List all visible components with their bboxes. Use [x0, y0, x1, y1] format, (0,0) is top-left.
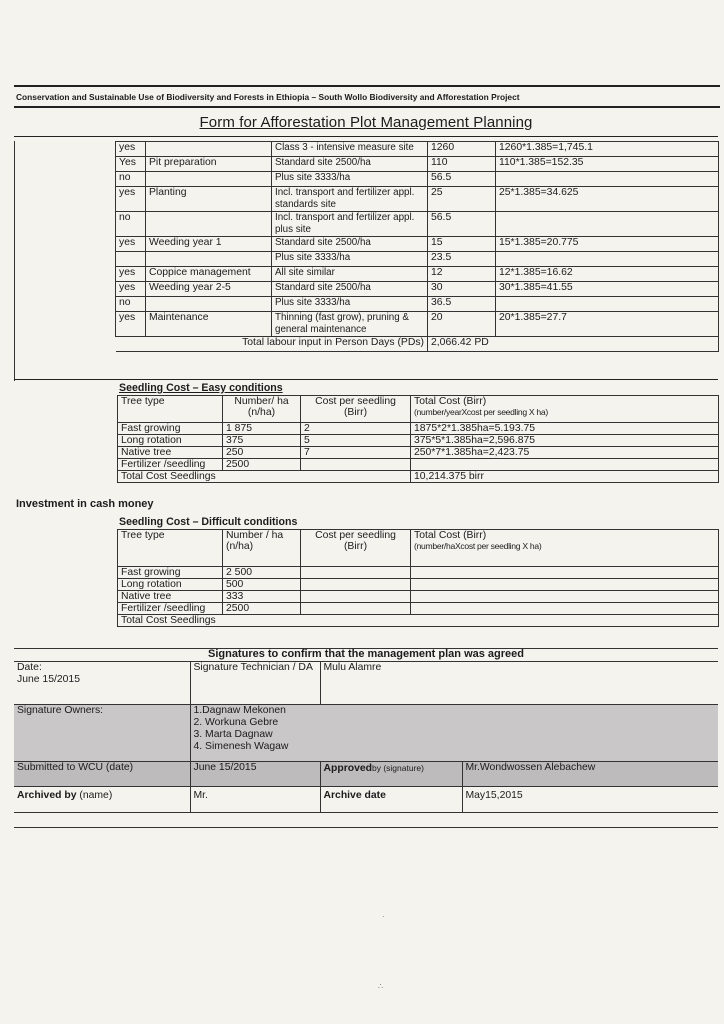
approved-label: Approved: [323, 763, 372, 774]
difficult-cell: [301, 579, 411, 591]
labour-cell: Plus site 3333/ha: [272, 172, 428, 187]
difficult-cell: [411, 579, 719, 591]
scan-marks: ∴: [378, 982, 384, 991]
labour-cell: Standard site 2500/ha: [272, 157, 428, 172]
labour-row: [116, 312, 719, 337]
labour-cell: yes: [116, 312, 146, 337]
labour-cell: 56.5: [428, 212, 496, 237]
labour-cell: [146, 212, 272, 237]
labour-cell: 30: [428, 282, 496, 297]
easy-total-value: 10,214.375 birr: [411, 471, 719, 483]
difficult-cost-table: [117, 529, 719, 627]
labour-cell: yes: [116, 237, 146, 252]
labour-cell: no: [116, 172, 146, 187]
approved-cell: [320, 762, 462, 787]
labour-cell: 30*1.385=41.55: [496, 282, 719, 297]
technician-name: Mulu Alamre: [320, 662, 718, 705]
difficult-cell: 333: [223, 591, 301, 603]
archived-name-note: (name): [79, 790, 113, 801]
difficult-cell: 500: [223, 579, 301, 591]
labour-cell: 12: [428, 267, 496, 282]
difficult-cell: [301, 603, 411, 615]
difficult-row: [118, 591, 719, 603]
easy-conditions-title: Seedling Cost – Easy conditions: [119, 382, 283, 394]
labour-cell: Standard site 2500/ha: [272, 237, 428, 252]
owner-2: 2. Workuna Gebre: [193, 717, 279, 728]
labour-cell: yes: [116, 282, 146, 297]
easy-cell: 2500: [223, 459, 301, 471]
project-header: Conservation and Sustainable Use of Biodiversity and Forests in Ethiopia – South Wollo Biodiversity and Afforestation Project: [14, 85, 720, 108]
easy-row: [118, 459, 719, 471]
difficult-cell: [411, 603, 719, 615]
labour-cell: Thinning (fast grow), pruning & general maintenance: [272, 312, 428, 337]
easy-header-total: [411, 396, 719, 423]
easy-cell: 5: [301, 435, 411, 447]
easy-header-formula: (number/yearXcost per seedling X ha): [414, 407, 548, 417]
owner-1: 1.Dagnaw Mekonen: [193, 705, 286, 716]
labour-total-label: Total labour input in Person Days (PDs): [116, 337, 428, 352]
difficult-cell: Fast growing: [118, 567, 223, 579]
easy-total-label: Total Cost Seedlings: [118, 471, 411, 483]
owner-3: 3. Marta Dagnaw: [193, 729, 273, 740]
labour-cell: Incl. transport and fertilizer appl. standards site: [272, 187, 428, 212]
approved-by-note: by (signature): [372, 763, 424, 773]
labour-cell: 25*1.385=34.625: [496, 187, 719, 212]
labour-row: [116, 297, 719, 312]
archived-value: Mr.: [190, 787, 320, 813]
labour-cell: [496, 252, 719, 267]
labour-cell: 12*1.385=16.62: [496, 267, 719, 282]
easy-header-total-label: Total Cost (Birr): [414, 396, 487, 407]
difficult-header-total: [411, 530, 719, 567]
labour-cell: Pit preparation: [146, 157, 272, 172]
labour-cell: Planting: [146, 187, 272, 212]
labour-cell: yes: [116, 142, 146, 157]
submitted-label: Submitted to WCU (date): [14, 762, 190, 787]
easy-cell: Fertilizer /seedling: [118, 459, 223, 471]
labour-cell: Class 3 - intensive measure site: [272, 142, 428, 157]
easy-cell: 7: [301, 447, 411, 459]
easy-cell: 1 875: [223, 423, 301, 435]
difficult-cell: [301, 567, 411, 579]
sig-row-archived: [14, 787, 718, 813]
labour-cell: Plus site 3333/ha: [272, 252, 428, 267]
technician-label: Signature Technician / DA: [190, 662, 320, 705]
labour-cell: [146, 297, 272, 312]
difficult-row: [118, 603, 719, 615]
labour-row: [116, 212, 719, 237]
difficult-header-cost: Cost per seedling (Birr): [301, 530, 411, 567]
difficult-row: [118, 579, 719, 591]
labour-cell: 110: [428, 157, 496, 172]
easy-cell: Long rotation: [118, 435, 223, 447]
submitted-value: June 15/2015: [190, 762, 320, 787]
labour-cell: 15: [428, 237, 496, 252]
labour-cell: 20: [428, 312, 496, 337]
labour-left-column: [14, 141, 116, 381]
labour-cell: 36.5: [428, 297, 496, 312]
labour-cell: [496, 172, 719, 187]
labour-row: [116, 252, 719, 267]
labour-cell: 1260: [428, 142, 496, 157]
labour-cell: 56.5: [428, 172, 496, 187]
labour-cell: 20*1.385=27.7: [496, 312, 719, 337]
sig-row-owners: [14, 705, 718, 762]
labour-cell: Standard site 2500/ha: [272, 282, 428, 297]
bottom-rule: [14, 827, 718, 828]
sig-row-submitted: [14, 762, 718, 787]
archived-cell: [14, 787, 190, 813]
labour-cell: [146, 172, 272, 187]
owners-label: Signature Owners:: [14, 705, 190, 762]
date-label: Date:: [17, 662, 42, 673]
labour-cell: Weeding year 2-5: [146, 282, 272, 297]
easy-row: [118, 447, 719, 459]
date-value: June 15/2015: [17, 674, 80, 685]
difficult-header-tree-type: Tree type: [118, 530, 223, 567]
difficult-cell: [411, 567, 719, 579]
investment-label: Investment in cash money: [16, 498, 154, 510]
labour-cell: 25: [428, 187, 496, 212]
difficult-conditions-title: Seedling Cost – Difficult conditions: [119, 516, 298, 528]
labour-cell: [116, 252, 146, 267]
labour-total-row: [116, 337, 719, 352]
easy-cost-table: [117, 395, 719, 483]
easy-cell: 375*5*1.385ha=2,596.875: [411, 435, 719, 447]
difficult-total-label: Total Cost Seedlings: [118, 615, 719, 627]
labour-cell: Plus site 3333/ha: [272, 297, 428, 312]
signatures-title: Signatures to confirm that the management plan was agreed: [207, 648, 524, 660]
difficult-header-formula: (number/haXcost per seedling X ha): [414, 541, 542, 551]
easy-row: [118, 423, 719, 435]
labour-cell: 23.5: [428, 252, 496, 267]
difficult-cell: Fertilizer /seedling: [118, 603, 223, 615]
easy-cell: [301, 459, 411, 471]
difficult-header-total-label: Total Cost (Birr): [414, 530, 487, 541]
difficult-cell: [301, 591, 411, 603]
labour-cell: Yes: [116, 157, 146, 172]
labour-cell: Weeding year 1: [146, 237, 272, 252]
easy-header-cost: Cost per seedling (Birr): [301, 396, 411, 423]
labour-row: [116, 142, 719, 157]
easy-cell: 1875*2*1.385ha=5.193.75: [411, 423, 719, 435]
easy-total-row: [118, 471, 719, 483]
approved-value: Mr.Wondwossen Alebachew: [462, 762, 718, 787]
difficult-row: [118, 567, 719, 579]
labour-cell: yes: [116, 187, 146, 212]
easy-cell: Fast growing: [118, 423, 223, 435]
labour-row: [116, 282, 719, 297]
investment-section: [14, 379, 718, 649]
labour-cell: Maintenance: [146, 312, 272, 337]
difficult-cell: Native tree: [118, 591, 223, 603]
archived-label: Archived by: [17, 790, 77, 801]
easy-cell: Native tree: [118, 447, 223, 459]
date-cell: [14, 662, 190, 705]
difficult-cell: 2500: [223, 603, 301, 615]
labour-row: [116, 172, 719, 187]
easy-row: [118, 435, 719, 447]
difficult-cell: Long rotation: [118, 579, 223, 591]
owners-list: [190, 705, 718, 762]
labour-row: [116, 237, 719, 252]
difficult-header-number: Number / ha (n/ha): [223, 530, 301, 567]
difficult-header-row: [118, 530, 719, 567]
labour-cell: Incl. transport and fertilizer appl. plus site: [272, 212, 428, 237]
labour-cell: [146, 142, 272, 157]
owner-4: 4. Simenesh Wagaw: [193, 741, 289, 752]
labour-total-value: 2,066.42 PD: [428, 337, 719, 352]
easy-header-row: [118, 396, 719, 423]
labour-cell: 15*1.385=20.775: [496, 237, 719, 252]
labour-row: [116, 187, 719, 212]
labour-cell: All site similar: [272, 267, 428, 282]
difficult-cell: 2 500: [223, 567, 301, 579]
labour-cell: Coppice management: [146, 267, 272, 282]
labour-cell: yes: [116, 267, 146, 282]
labour-row: [116, 267, 719, 282]
labour-row: [116, 157, 719, 172]
archive-date-label: Archive date: [320, 787, 462, 813]
labour-cell: [496, 297, 719, 312]
signatures-table: [14, 661, 718, 813]
easy-cell: 250*7*1.385ha=2,423.75: [411, 447, 719, 459]
labour-cell: no: [116, 297, 146, 312]
form-title: Form for Afforestation Plot Management Planning: [199, 114, 533, 131]
difficult-total-row: [118, 615, 719, 627]
easy-cell: 375: [223, 435, 301, 447]
difficult-cell: [411, 591, 719, 603]
labour-cell: 1260*1.385=1,745.1: [496, 142, 719, 157]
easy-header-tree-type: Tree type: [118, 396, 223, 423]
easy-cell: 2: [301, 423, 411, 435]
labour-cell: 110*1.385=152.35: [496, 157, 719, 172]
labour-cell: [496, 212, 719, 237]
title-divider: [14, 136, 718, 137]
labour-cell: no: [116, 212, 146, 237]
easy-header-number: Number/ ha (n/ha): [223, 396, 301, 423]
archive-date-value: May15,2015: [462, 787, 718, 813]
scan-speck: ·: [382, 912, 385, 921]
labour-cell: [146, 252, 272, 267]
labour-table: [115, 141, 719, 352]
easy-cell: [411, 459, 719, 471]
easy-cell: 250: [223, 447, 301, 459]
sig-row-date: [14, 662, 718, 705]
